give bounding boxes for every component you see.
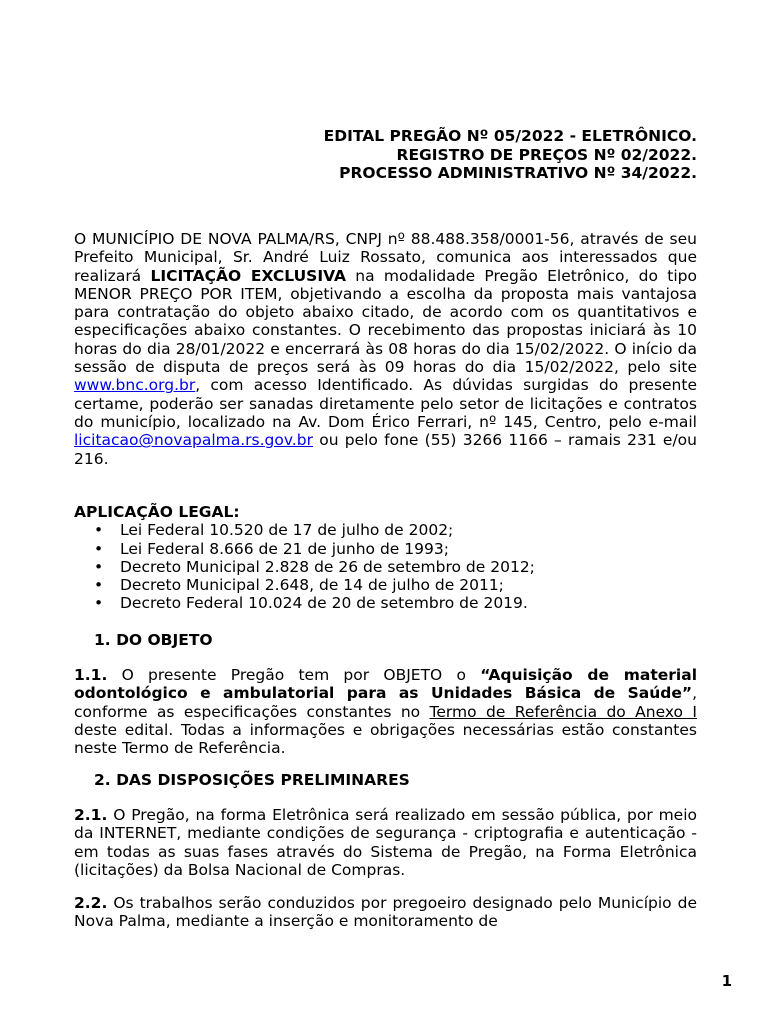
intro-text-4: ou pelo fone (55) 3266 1166 – ramais 231 e/ou 216.	[74, 431, 697, 468]
bullet-icon: •	[94, 576, 104, 595]
section-1-title: 1. DO OBJETO	[94, 631, 213, 649]
intro-paragraph	[74, 230, 697, 468]
header-line-3: PROCESSO ADMINISTRATIVO Nº 34/2022.	[339, 164, 697, 182]
legal-item-text: Decreto Municipal 2.648, de 14 de julho de 2011;	[120, 576, 504, 595]
legal-item-text: Decreto Municipal 2.828 de 26 de setembro de 2012;	[120, 557, 535, 576]
legal-title: APLICAÇÃO LEGAL:	[74, 503, 240, 521]
legal-item	[74, 594, 697, 612]
section-1-body	[74, 666, 697, 757]
header-line-2: REGISTRO DE PREÇOS Nº 02/2022.	[396, 145, 697, 164]
legal-item	[74, 558, 697, 576]
legal-item-text: Lei Federal 8.666 de 21 de junho de 1993;	[120, 539, 449, 558]
objeto-bold-text: “Aquisição de material odontológico e ambulatorial para as Unidades Básica de Saúde”	[74, 666, 698, 703]
intro-bold-licitacao: LICITAÇÃO EXCLUSIVA	[150, 266, 347, 285]
legal-item-text: Lei Federal 10.520 de 17 de julho de 2002;	[120, 521, 454, 540]
legal-item	[74, 576, 697, 594]
legal-item	[74, 540, 697, 558]
edital-header	[74, 127, 697, 183]
paragraph-text: Os trabalhos serão conduzidos por pregoeiro designado pelo Município de Nova Palma, mediante a inserção e monitoramento de	[74, 894, 697, 931]
email-link[interactable]: licitacao@novapalma.rs.gov.br	[74, 431, 313, 450]
page-number: 1	[721, 972, 732, 990]
bullet-icon: •	[94, 539, 104, 558]
paragraph-text: , conforme as especificações constantes no	[74, 684, 697, 721]
section-1	[74, 631, 697, 649]
section-2-body-2	[74, 894, 697, 931]
intro-text-3: , com acesso Identificado. As dúvidas surgidas do presente certame, poderão ser sanadas diretamente pelo setor de licitações e contratos do município, localizado na Av. Dom Érico Ferrari, nº 145, Centro, pelo e-mail	[74, 376, 697, 431]
paragraph-2-2	[74, 894, 697, 931]
termo-referencia-underline: Termo de Referência do Anexo I	[429, 702, 697, 721]
paragraph-number: 2.2.	[74, 894, 108, 912]
intro-text-2: na modalidade Pregão Eletrônico, do tipo MENOR PREÇO POR ITEM, objetivando a escolha da proposta mais vantajosa para contratação do objeto abaixo citado, de acordo com os quantitativos e especificações abaixo constantes. O recebimento das propostas iniciará às 10 horas do dia 28/01/2022 e encerrará às 08 horas do dia 15/02/2022. O início da sessão de disputa de preços será às 09 horas do dia 15/02/2022, pelo site	[74, 266, 697, 377]
paragraph-number: 2.1.	[74, 806, 108, 824]
section-2-body-1	[74, 806, 697, 879]
paragraph-text: O Pregão, na forma Eletrônica será realizado em sessão pública, por meio da INTERNET, mediante condições de segurança - criptografia e autenticação - em todas as suas fases através do Sistema de Pregão, na Forma Eletrônica (licitações) da Bolsa Nacional de Compras.	[74, 806, 697, 879]
paragraph-1-1	[74, 666, 697, 757]
header-line-1: EDITAL PREGÃO Nº 05/2022 - ELETRÔNICO.	[323, 127, 697, 145]
legal-list	[74, 521, 697, 612]
intro-section	[74, 230, 697, 468]
bullet-icon: •	[94, 557, 104, 576]
bullet-icon: •	[94, 594, 104, 613]
section-2	[74, 771, 697, 789]
site-link[interactable]: www.bnc.org.br	[74, 376, 196, 395]
bullet-icon: •	[94, 521, 104, 540]
paragraph-2-1	[74, 806, 697, 879]
paragraph-text: deste edital. Todas a informações e obrigações necessárias estão constantes neste Termo de Referência.	[74, 720, 697, 758]
legal-section	[74, 503, 697, 613]
paragraph-text: O presente Pregão tem por OBJETO o	[107, 666, 481, 684]
paragraph-number: 1.1.	[74, 666, 108, 684]
section-2-title: 2. DAS DISPOSIÇÕES PRELIMINARES	[94, 771, 410, 789]
legal-item-text: Decreto Federal 10.024 de 20 de setembro de 2019.	[120, 594, 528, 613]
legal-item	[74, 521, 697, 539]
intro-text-1: O MUNICÍPIO DE NOVA PALMA/RS, CNPJ nº 88.488.358/0001-56, através de seu Prefeito Municipal, Sr. André Luiz Rossato, comunica aos interessados que realizará	[74, 230, 697, 285]
